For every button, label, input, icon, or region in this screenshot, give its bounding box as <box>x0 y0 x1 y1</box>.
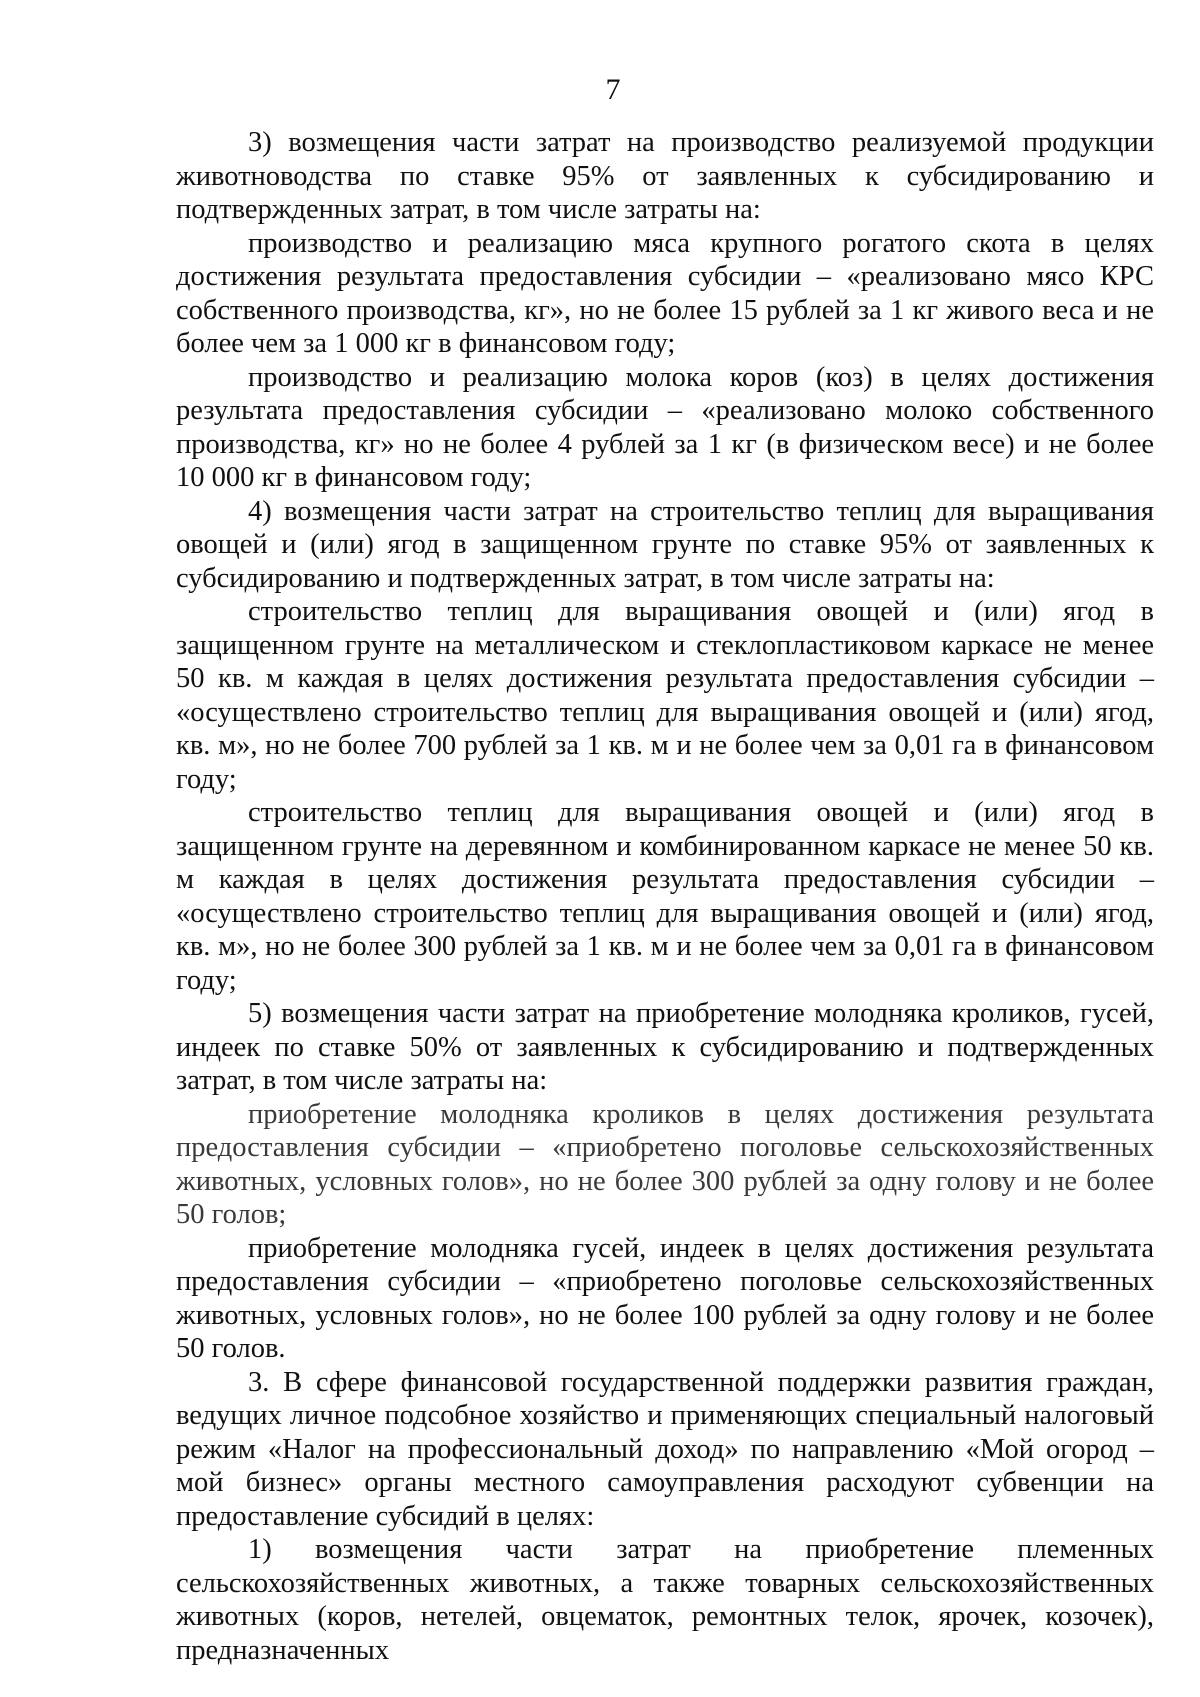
paragraph-geese-turkeys: приобретение молодняка гусей, индеек в целях достижения результата предоставления субсидии – «приобретено поголовье сельскохозяйственных животных, условных голов», но не более 100 рублей за одну голову и не более 50 голов. <box>176 1232 1154 1364</box>
paragraph-section-3: 3. В сфере финансовой государственной поддержки развития граждан, ведущих личное подсобное хозяйство и применяющих специальный налоговый режим «Налог на профессиональный доход» по направлению «Мой огород – мой бизнес» органы местного самоуправления расходуют субвенции на предоставление субсидий в целях: <box>176 1366 1154 1532</box>
page-number: 7 <box>605 73 621 106</box>
paragraph-wooden-greenhouses: строительство теплиц для выращивания овощей и (или) ягод в защищенном грунте на деревянном и комбинированном каркасе не менее 50 кв. м каждая в целях достижения результата предоставления субсидии – «осуществлено строительство теплиц для выращивания овощей и (или) ягод, кв. м», но не более 300 рублей за 1 кв. м и не более чем за 0,01 га в финансовом году; <box>176 797 1154 996</box>
paragraph-cattle-meat: производство и реализацию мяса крупного рогатого скота в целях достижения результата предоставления субсидии – «реализовано мясо КРС собственного производства, кг», но не более 15 рублей за 1 кг живого веса и не более чем за 1 000 кг в финансовом году; <box>176 227 1154 359</box>
paragraph-4-greenhouses: 4) возмещения части затрат на строительство теплиц для выращивания овощей и (или) ягод в защищенном грунте по ставке 95% от заявленных к субсидированию и подтвержденных затрат, в том числе затраты на: <box>176 495 1154 594</box>
paragraph-5-young-animals: 5) возмещения части затрат на приобретение молодняка кроликов, гусей, индеек по ставке 50% от заявленных к субсидированию и подтвержденных затрат, в том числе затраты на: <box>176 998 1154 1096</box>
paragraph-3-livestock-costs: 3) возмещения части затрат на производство реализуемой продукции животноводства по ставке 95% от заявленных к субсидированию и подтвержденных затрат, в том числе затраты на: <box>176 127 1154 225</box>
paragraph-rabbits: приобретение молодняка кроликов в целях достижения результата предоставления субсидии – «приобретено поголовье сельскохозяйственных животных, условных голов», но не более 300 рублей за одну голову и не более 50 голов; <box>176 1098 1154 1230</box>
paragraph-milk: производство и реализацию молока коров (коз) в целях достижения результата предоставления субсидии – «реализовано молоко собственного производства, кг» но не более 4 рублей за 1 кг (в физическом весе) и не более 10 000 кг в финансовом году; <box>176 361 1154 493</box>
document-body <box>176 126 1154 1667</box>
paragraph-metal-greenhouses: строительство теплиц для выращивания овощей и (или) ягод в защищенном грунте на металлическом и стеклопластиковом каркасе не менее 50 кв. м каждая в целях достижения результата предоставления субсидии – «осуществлено строительство теплиц для выращивания овощей и (или) ягод, кв. м», но не более 700 рублей за 1 кв. м и не более чем за 0,01 га в финансовом году; <box>176 596 1154 795</box>
paragraph-1-breeding-animals: 1) возмещения части затрат на приобретение племенных сельскохозяйственных животных, а также товарных сельскохозяйственных животных (коров, нетелей, овцематок, ремонтных телок, ярочек, козочек), предназначенных <box>176 1534 1154 1666</box>
